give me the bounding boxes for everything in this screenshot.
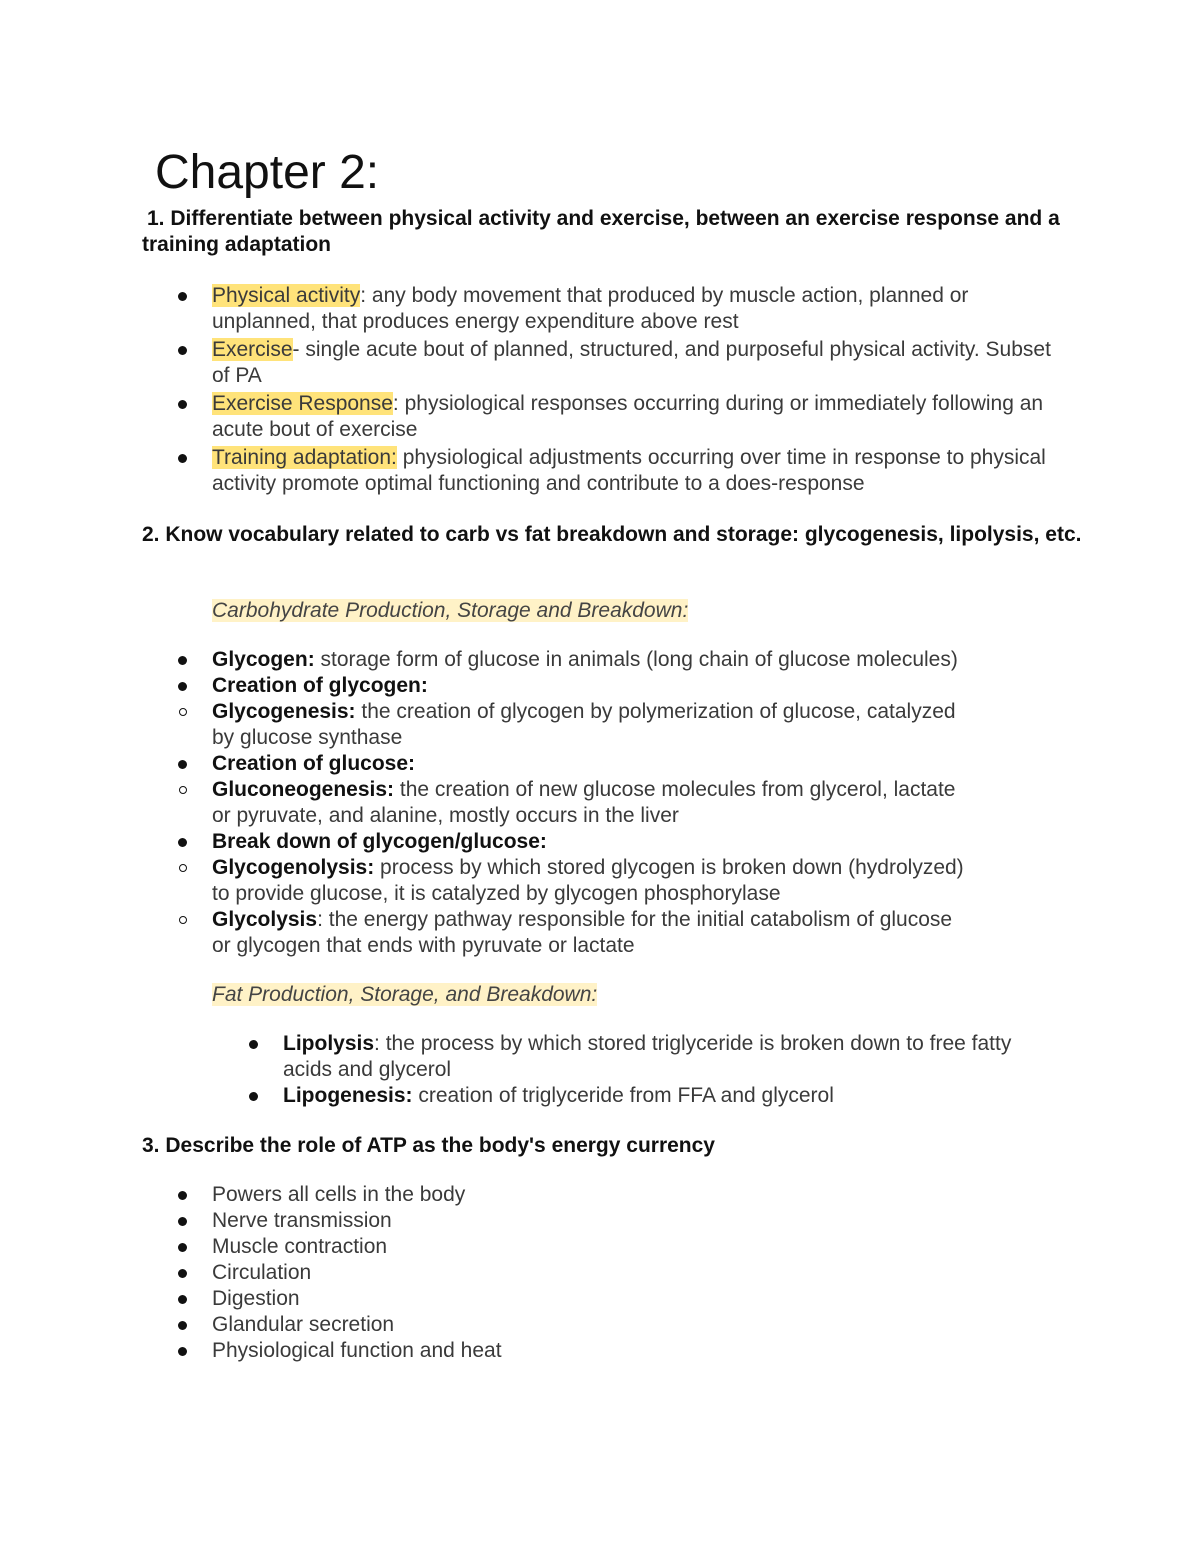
bullet-icon — [178, 682, 187, 691]
list-item — [212, 391, 1072, 443]
bullet-icon — [178, 1191, 187, 1200]
circle-bullet-icon — [179, 916, 187, 924]
list-item: Glycolysis: the energy pathway responsible for the initial catabolism of glucose or glycogen that ends with pyruvate or lactate — [212, 907, 972, 959]
question-2-heading — [142, 522, 1102, 548]
list-item: Glycogenolysis: process by which stored glycogen is broken down (hydrolyzed) to provide glucose, it is catalyzed by glycogen phosphorylase — [212, 855, 972, 907]
definition-text: - single acute bout of planned, structured, and purposeful physical activity. Subset of PA — [212, 338, 1051, 387]
circle-bullet-icon — [179, 786, 187, 794]
list-item: Gluconeogenesis: the creation of new glucose molecules from glycerol, lactate or pyruvate, and alanine, mostly occurs in the liver — [212, 777, 972, 829]
bullet-icon — [178, 1269, 187, 1278]
bullet-icon — [178, 346, 187, 355]
nested-list — [141, 777, 972, 829]
question-3-text: Describe the role of ATP as the body's energy currency — [165, 1134, 715, 1157]
question-3-number: 3. — [142, 1134, 160, 1157]
definition-text: physiological adjustments occurring over time in response to physical activity promote optimal functioning and contribute to a does-response — [212, 446, 1046, 495]
list-item: Creation of glucose: Gluconeogenesis: the creation of new glucose molecules from glycerol, lactate or pyruvate, and alanine, mostly occurs in the liver — [212, 751, 1072, 829]
term-highlight: Training adaptation: — [212, 446, 397, 469]
definition-text: : any body movement that produced by muscle action, planned or unplanned, that produces energy expenditure above rest — [212, 284, 969, 333]
fat-subheading: Fat Production, Storage, and Breakdown: — [212, 983, 598, 1006]
question-1-list — [212, 283, 1072, 497]
list-item: Glycogenesis: the creation of glycogen by polymerization of glucose, catalyzed by glucose synthase — [212, 699, 972, 751]
circle-bullet-icon — [179, 864, 187, 872]
bullet-icon — [178, 1347, 187, 1356]
question-3-heading — [142, 1133, 1102, 1159]
term-highlight: Exercise Response — [212, 392, 393, 415]
question-1-number: 1. — [147, 207, 165, 230]
list-item: Lipolysis: the process by which stored triglyceride is broken down to free fatty acids and glycerol — [283, 1031, 1043, 1083]
term-highlight: Physical activity — [212, 284, 361, 307]
nested-list — [141, 855, 972, 959]
list-item: Lipogenesis: creation of triglyceride from FFA and glycerol — [283, 1083, 1043, 1109]
list-item — [212, 337, 1072, 389]
list-item — [212, 445, 1072, 497]
fat-list — [283, 1031, 1043, 1109]
circle-bullet-icon — [179, 708, 187, 716]
bullet-icon — [178, 1295, 187, 1304]
list-item: Muscle contraction — [212, 1234, 1072, 1260]
bullet-icon — [178, 292, 187, 301]
carb-subheading: Carbohydrate Production, Storage and Breakdown: — [212, 599, 689, 622]
carb-list — [212, 647, 1072, 959]
bullet-icon — [178, 1321, 187, 1330]
chapter-title: Chapter 2: — [155, 146, 380, 199]
list-item: Physiological function and heat — [212, 1338, 1072, 1364]
nested-list — [141, 699, 972, 751]
bullet-icon — [178, 760, 187, 769]
list-item: Powers all cells in the body — [212, 1182, 1072, 1208]
question-1-heading — [142, 206, 1102, 258]
list-item: Glycogen: storage form of glucose in animals (long chain of glucose molecules) — [212, 647, 1072, 673]
question-1-text: Differentiate between physical activity and exercise, between an exercise response and a training adaptation — [142, 207, 1060, 256]
definition-text: : physiological responses occurring during or immediately following an acute bout of exercise — [212, 392, 1044, 441]
list-item: Break down of glycogen/glucose: Glycogenolysis: process by which stored glycogen is broken down (hydrolyzed) to provide glucose, it is catalyzed by glycogen phosphorylase Glycolysis: the energy pathway responsible for the initial catabolism of glucose or glycogen that ends with pyruvate or lactate — [212, 829, 1072, 959]
list-item: Circulation — [212, 1260, 1072, 1286]
list-item: Glandular secretion — [212, 1312, 1072, 1338]
bullet-icon — [178, 1217, 187, 1226]
bullet-icon — [178, 400, 187, 409]
bullet-icon — [178, 838, 187, 847]
list-item: Creation of glycogen: Glycogenesis: the creation of glycogen by polymerization of glucose, catalyzed by glucose synthase — [212, 673, 1072, 751]
bullet-icon — [178, 1243, 187, 1252]
bullet-icon — [249, 1040, 258, 1049]
question-2-number: 2. — [142, 523, 160, 546]
term-highlight: Exercise — [212, 338, 293, 361]
question-3-list — [212, 1182, 1072, 1364]
question-2-text: Know vocabulary related to carb vs fat breakdown and storage: glycogenesis, lipolysis, etc. — [165, 523, 1082, 546]
list-item: Digestion — [212, 1286, 1072, 1312]
bullet-icon — [178, 656, 187, 665]
bullet-icon — [249, 1092, 258, 1101]
list-item — [212, 283, 1072, 335]
bullet-icon — [178, 454, 187, 463]
list-item: Nerve transmission — [212, 1208, 1072, 1234]
